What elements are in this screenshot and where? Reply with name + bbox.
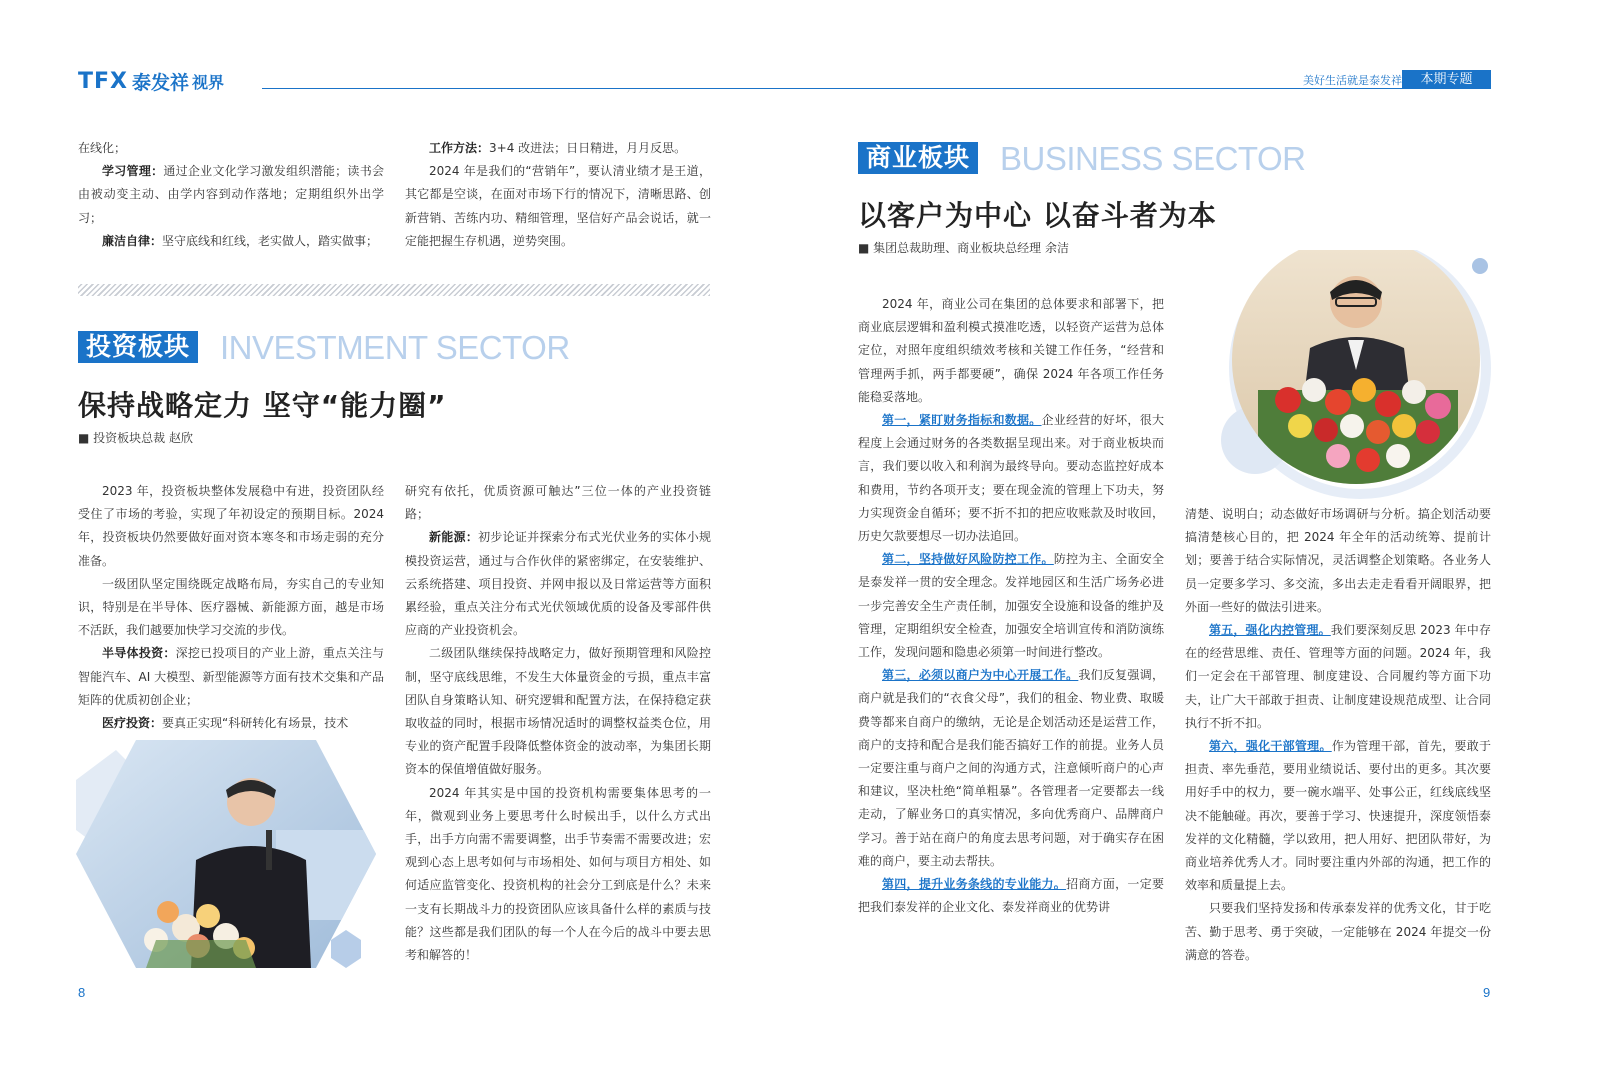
logo-chinese: 泰发祥 — [132, 71, 190, 94]
paragraph-text: 通过企业文化学习激发组织潜能；读书会由被动变主动、由学内容到动作落地；定期组织外出学习； — [78, 164, 384, 225]
paragraph-text: 企业经营的好坏，很大程度上会通过财务的各类数据呈现出来。对于商业板块而言，我们要以收入和利润为最终导向。要动态监控好成本和费用，节约各项开支；要在现金流的管理上下功夫，努力实现资金自循环；要不折不扣的把应收账款及时收回，历史欠款要想尽一切办法追回。 — [858, 413, 1164, 544]
paragraph — [1185, 897, 1491, 967]
paragraph — [78, 137, 384, 160]
paragraph — [405, 480, 711, 526]
speaker-photo-business — [1218, 250, 1498, 510]
subheading: 新能源： — [429, 530, 479, 545]
business-column-1 — [858, 293, 1164, 919]
magazine-logo — [78, 68, 224, 94]
paragraph-text: 研究有依托，优质资源可触达”三位一体的产业投资链路； — [405, 484, 711, 522]
paragraph — [78, 160, 384, 230]
page-number-left: 8 — [78, 985, 86, 1000]
logo-subtitle: 视界 — [192, 72, 225, 92]
speaker-photo-investment — [76, 740, 376, 968]
paragraph — [858, 293, 1164, 409]
business-section-english: BUSINESS SECTOR — [1000, 140, 1306, 177]
paragraph-text: 2024 年是我们的“营销年”，要认清业绩才是王道，其它都是空谈，在面对市场下行的情况下，清晰思路、创新营销、苦练内功、精细管理，坚信好产品会说话，就一定能把握生存机遇，逆势突围。 — [405, 164, 711, 248]
paragraph — [78, 642, 384, 712]
paragraph — [858, 664, 1164, 873]
business-headline: 以客户为中心 以奋斗者为本 — [858, 199, 1217, 232]
paragraph — [78, 712, 384, 735]
investment-byline: ■ 投资板块总裁 赵欣 — [78, 431, 193, 445]
business-column-2 — [1185, 503, 1491, 967]
paragraph-text: 要真正实现“科研转化有场景，技术 — [162, 716, 349, 731]
subheading: 半导体投资： — [102, 646, 176, 661]
logo-tfx: TFX — [78, 68, 128, 94]
point-heading: 第六，强化干部管理。 — [1209, 739, 1332, 754]
decor-dot — [1472, 258, 1488, 274]
subheading: 廉洁自律： — [102, 233, 163, 248]
paragraph — [405, 137, 711, 160]
left-top-column-1 — [78, 137, 384, 253]
left-top-column-2 — [405, 137, 711, 253]
paragraph-text: 二级团队继续保持战略定力，做好预期管理和风险控制，坚守底线思维，不发生大体量资金的亏损，重点丰富团队自身策略认知、研究逻辑和配置方法，在保持稳定获取收益的同时，根据市场情况适时的调整权益类仓位，用专业的资产配置手段降低整体资金的波动率，为集团长期资本的保值增值做好服务。 — [405, 646, 711, 777]
decor-hexagon-small — [331, 930, 361, 968]
paragraph — [858, 548, 1164, 664]
paragraph-text: 在线化； — [78, 141, 127, 155]
paragraph-text: 招商方面，一定要把我们泰发祥的企业文化、泰发祥商业的优势讲 — [858, 877, 1164, 915]
investment-column-2 — [405, 480, 711, 967]
paragraph — [1185, 619, 1491, 735]
investment-column-1 — [78, 480, 384, 735]
paragraph-text: 2024 年，商业公司在集团的总体要求和部署下，把商业底层逻辑和盈利模式摸准吃透，以轻资产运营为总体定位，对照年度组织绩效考核和关键工作任务，“经营和管理两手抓，两手都要硬”，确保 2024 年各项工作任务能稳妥落地。 — [858, 297, 1164, 404]
paragraph-text: 一级团队坚定围绕既定战略布局，夯实自己的专业知识，特别是在半导体、医疗器械、新能源方面，越是市场不活跃，我们越要加快学习交流的步伐。 — [78, 576, 384, 638]
paragraph-text: 清楚、说明白；动态做好市场调研与分析。搞企划活动要搞清楚核心目的，把 2024 年全年的活动统筹、提前计划；要善于结合实际情况，灵活调整企划策略。各业务人员一定要多学习、多交流，多出去走走看看开阔眼界，把外面一些好的做法引进来。 — [1185, 507, 1491, 614]
business-section-label: 商业板块 — [858, 142, 978, 174]
paragraph — [78, 230, 384, 253]
paragraph — [405, 160, 711, 253]
paragraph-text: 只要我们坚持发扬和传承泰发祥的优秀文化，甘于吃苦、勤于思考、勇于突破，一定能够在 2024 年提交一份满意的答卷。 — [1185, 901, 1491, 962]
paragraph — [405, 526, 711, 642]
point-heading: 第二，坚持做好风险防控工作。 — [882, 552, 1054, 567]
investment-headline: 保持战略定力 坚守“能力圈” — [78, 389, 447, 422]
paragraph-text: 作为管理干部，首先，要敢于担责、率先垂范，要用业绩说话、要付出的更多。其次要用好手中的权力，要一碗水端平、处事公正，红线底线坚决不能触碰。再次，要善于学习、快速提升，深度领悟泰发祥的文化精髓，学以致用，把人用好、把团队带好，为商业培养优秀人才。同时要注重内外部的沟通，把工作的效率和质量提上去。 — [1185, 739, 1491, 893]
paragraph — [858, 873, 1164, 919]
paragraph-text: 深挖已投项目的产业上游，重点关注与智能汽车、AI 大模型、新型能源等方面有技术交集和产品矩阵的优质初创企业； — [78, 646, 384, 707]
point-heading: 第一，紧盯财务指标和数据。 — [882, 413, 1042, 428]
paragraph-text: 2024 年其实是中国的投资机构需要集体思考的一年，微观到业务上要思考什么时候出手，以什么方式出手，出手方向需不需要调整，出手节奏需不需要改进；宏观到心态上思考如何与市场相处、如何与项目方相处、如何适应监管变化、投资机构的社会分工到底是什么？未来一支有长期战斗力的投资团队应该具备什么样的素质与技能？这些都是我们团队的每一个人在今后的战斗中要去思考和解答的！ — [405, 785, 711, 963]
paragraph-text: 防控为主、全面安全是泰发祥一贯的安全理念。发祥地园区和生活广场务必进一步完善安全生产责任制，加强安全设施和设备的维护及管理，定期组织安全检查，加强安全培训宣传和消防演练工作，发现问题和隐患必须第一时间进行整改。 — [858, 552, 1164, 660]
investment-section-english: INVESTMENT SECTOR — [220, 329, 570, 366]
paragraph — [405, 782, 711, 968]
section-divider — [78, 284, 710, 296]
point-heading: 第四，提升业务条线的专业能力。 — [882, 877, 1067, 892]
paragraph — [405, 642, 711, 781]
point-heading: 第三，必须以商户为中心开展工作。 — [882, 668, 1079, 683]
paragraph-text: 初步论证并探索分布式光伏业务的实体小规模投资运营，通过与合作伙伴的紧密绑定，在安装维护、云系统搭建、项目投资、并网申报以及日常运营等方面积累经验，重点关注分布式光伏领域优质的设备及零部件供应商的产业投资机会。 — [405, 530, 711, 638]
point-heading: 第五，强化内控管理。 — [1209, 623, 1331, 638]
paragraph — [1185, 503, 1491, 619]
subheading: 学习管理： — [102, 164, 164, 179]
investment-section-label: 投资板块 — [78, 331, 198, 363]
paragraph-text: 我们要深刻反思 2023 年中存在的经营思维、责任、管理等方面的问题。2024 年，我们一定会在干部管理、制度建设、合同履约等方面下功夫，让广大干部敢于担责、让制度建设规范成型、让合同执行不折不扣。 — [1185, 623, 1491, 730]
subheading: 医疗投资： — [102, 716, 163, 731]
paragraph-text: 2023 年，投资板块整体发展稳中有进，投资团队经受住了市场的考验，实现了年初设定的预期目标。2024 年，投资板块仍然要做好面对资本寒冬和市场走弱的充分准备。 — [78, 484, 384, 568]
business-byline: ■ 集团总裁助理、商业板块总经理 余洁 — [858, 241, 1069, 255]
paragraph-text: 坚守底线和红线，老实做人，踏实做事； — [162, 233, 379, 248]
header-slogan: 美好生活就是泰发祥 — [1303, 74, 1402, 87]
paragraph — [78, 480, 384, 573]
subheading: 工作方法： — [429, 141, 490, 155]
header-section-tag: 本期专题 — [1402, 70, 1491, 89]
paragraph-text: 我们反复强调，商户就是我们的“衣食父母”，我们的租金、物业费、取暖费等都来自商户的缴纳，无论是企划活动还是运营工作，商户的支持和配合是我们能否搞好工作的前提。业务人员一定要注重与商户之间的沟通方式，注意倾听商户的心声和建议，坚决杜绝“简单粗暴”。各管理者一定要都去一线走动，了解业务口的真实情况，多向优秀商户、品牌商户学习。善于站在商户的角度去思考问题，对于确实存在困难的商户，要主动去帮扶。 — [858, 668, 1164, 868]
paragraph — [78, 573, 384, 643]
header-rule — [262, 88, 1491, 89]
page-number-right: 9 — [1483, 985, 1491, 1000]
paragraph-text: 3+4 改进法；日日精进，月月反思。 — [489, 141, 687, 155]
paragraph — [1185, 735, 1491, 897]
paragraph — [858, 409, 1164, 548]
